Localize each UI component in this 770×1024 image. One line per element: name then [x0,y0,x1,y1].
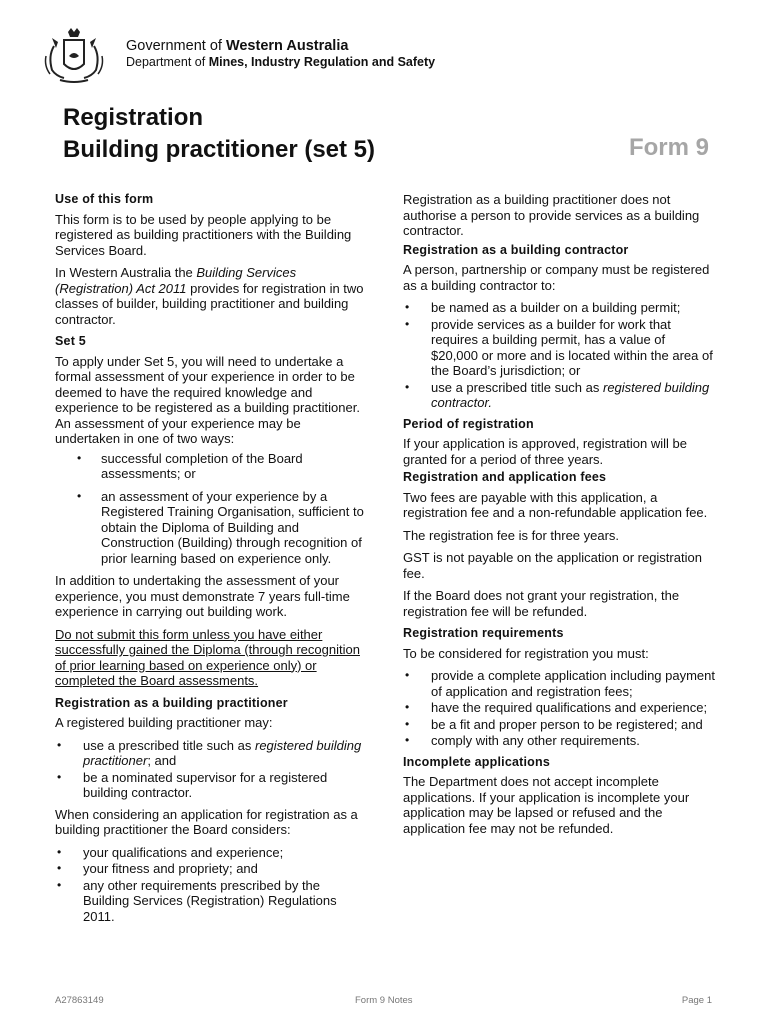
list-item: • be named as a builder on a building permit; [403,300,715,316]
fees-paragraph-4: If the Board does not grant your registration, the registration fee will be refunded. [403,588,680,619]
fees-heading: Registration and application fees [403,470,607,484]
requirements-list [403,668,715,749]
form-number: Form 9 [628,134,709,161]
list-item: • have the required qualifications and experience; [403,700,715,716]
list-item: • be a nominated supervisor for a registered building contractor. [55,770,367,801]
list-item: • use a prescribed title such as registered building practitioner; and [55,738,367,769]
practitioner-heading: Registration as a building practitioner [55,695,288,710]
set5-list [55,451,367,567]
practitioner-list [55,738,367,801]
set5-paragraph-2: In addition to undertaking the assessment of your experience, you must demonstrate 7 years full-time experience in carrying out building work. [55,573,350,619]
title-line2: Building practitioner (set 5) [63,136,376,163]
list-item: • your qualifications and experience; [55,845,367,861]
fees-paragraph-1: Two fees are payable with this application, a registration fee and a non-refundable application fee. [403,489,708,520]
consider-paragraph: When considering an application for registration as a building practitioner the Board considers: [55,806,358,837]
contractor-paragraph: A person, partnership or company must be registered as a building contractor to: [403,262,710,293]
list-item: • use a prescribed title such as registered building contractor. [403,380,715,411]
period-heading: Period of registration [403,416,534,431]
list-item: • comply with any other requirements. [403,733,715,749]
use-paragraph-2: In Western Australia the Building Services (Registration) Act 2011 provides for registration in two classes of builder, building practitioner and building contractor. [55,265,364,327]
list-item: • successful completion of the Board assessments; or [55,451,367,482]
incomplete-heading: Incomplete applications [403,754,550,769]
list-item: • provide services as a builder for work that requires a building permit, has a value of $20,000 or more and is located within the area of the Board’s jurisdiction; or [403,317,715,379]
fees-paragraph-2: The registration fee is for three years. [403,527,620,543]
wa-crest-logo [42,26,106,84]
contractor-heading: Registration as a building contractor [403,242,629,257]
use-paragraph-1: This form is to be used by people applying to be registered as building practitioners with the Building Services Board. [55,211,352,258]
fees-paragraph-3: GST is not payable on the application or registration fee. [403,550,702,581]
period-paragraph: If your application is approved, registration will be granted for a period of three years. [403,436,687,467]
contractor-list [403,300,715,411]
intro-paragraph: Registration as a building practitioner does not authorise a person to provide services as a building contractor. [403,192,700,238]
footer-doc-id: A27863149 [55,995,104,1006]
set5-paragraph: To apply under Set 5, you will need to undertake a formal assessment of your experience in order to be deemed to have the required knowledge and experience to be registered as a building practitioner. An assessment of your experience may be undertaken in one of two ways: [55,353,360,446]
list-item: • an assessment of your experience by a Registered Training Organisation, sufficient to obtain the Diploma of Building and Construction (Building) through recognition of prior learning based on experience only. [55,489,367,567]
requirements-heading: Registration requirements [403,626,564,640]
list-item: • provide a complete application including payment of application and registration fees; [403,668,715,699]
requirements-paragraph: To be considered for registration you must: [403,645,649,661]
page-title [63,102,375,166]
left-column [55,192,367,930]
practitioner-paragraph: A registered building practitioner may: [55,715,273,730]
list-item: • your fitness and propriety; and [55,861,367,877]
list-item: • any other requirements prescribed by the Building Services (Registration) Regulations 2011. [55,878,367,925]
incomplete-paragraph: The Department does not accept incomplete applications. If your application is incomplete your application may be lapsed or refused and the application fee may not be refunded. [403,774,690,836]
use-heading: Use of this form [55,192,154,206]
consider-list [55,845,367,925]
government-header: Government of Western Australia Department of Mines, Industry Regulation and Safety [126,38,436,69]
list-item: • be a fit and proper person to be registered; and [403,717,715,733]
footer-center: Form 9 Notes [355,995,413,1006]
warning-text: Do not submit this form unless you have either successfully gained the Diploma (through recognition of prior learning based on experience only) or completed the Board assessments. [55,626,360,688]
set5-heading: Set 5 [55,334,86,348]
title-line1: Registration [63,104,204,131]
right-column [403,192,715,843]
footer-page: Page 1 [681,995,712,1006]
